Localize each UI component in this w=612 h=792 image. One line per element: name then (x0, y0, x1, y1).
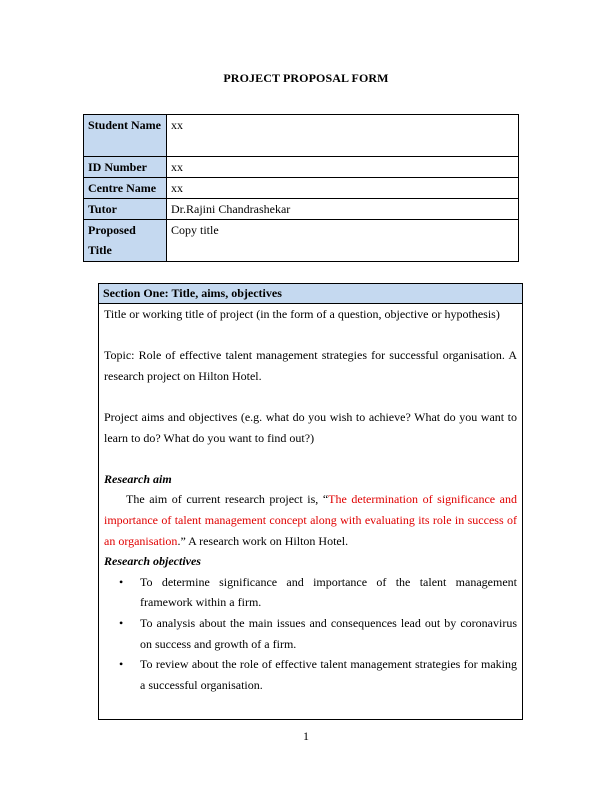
student-name-label: Student Name (84, 115, 167, 157)
aim-highlight: The determination of significance and importance of talent management concept along with evaluating its role in success of an organisation (104, 492, 517, 548)
proposed-title-value: Copy title (167, 220, 519, 262)
section-heading: Section One: Title, aims, objectives (99, 284, 522, 304)
proposed-title-label: Proposed Title (84, 220, 167, 262)
page-title: PROJECT PROPOSAL FORM (223, 71, 389, 85)
bullet-icon: • (119, 615, 124, 630)
bullet-icon: • (119, 574, 124, 589)
table-row (84, 199, 519, 220)
aim-intro: The aim of current research project is, “ (126, 492, 329, 507)
aims-prompt: Project aims and objectives (e.g. what do you wish to achieve? What do you want to learn to do? What do you want to find out?) (104, 409, 517, 445)
objective-text: To analysis about the main issues and consequences lead out by coronavirus on success and growth of a firm. (140, 615, 517, 651)
list-item (104, 654, 517, 695)
objective-text: To determine significance and importance of the talent management framework within a firm. (140, 574, 517, 610)
list-item (104, 613, 517, 654)
centre-name-value: xx (167, 178, 519, 199)
student-info-table (83, 114, 519, 262)
table-row (84, 115, 519, 157)
centre-name-label: Centre Name (84, 178, 167, 199)
aim-outro: .” A research work on Hilton Hotel. (177, 533, 349, 548)
table-row (84, 178, 519, 199)
id-number-label: ID Number (84, 157, 167, 178)
id-number-value: xx (167, 157, 519, 178)
research-objectives-heading: Research objectives (104, 554, 201, 569)
objectives-list (104, 572, 517, 696)
table-row (84, 220, 519, 262)
topic-text: Topic: Role of effective talent management strategies for successful organisation. A research project on Hilton Hotel. (104, 348, 517, 383)
table-row (84, 157, 519, 178)
student-name-value: xx (167, 115, 519, 157)
section-body (99, 304, 522, 695)
section-one-box (98, 283, 523, 720)
tutor-value: Dr.Rajini Chandrashekar (167, 199, 519, 220)
bullet-icon: • (119, 657, 124, 672)
working-title-prompt: Title or working title of project (in the form of a question, objective or hypothesis) (104, 307, 500, 321)
tutor-label: Tutor (84, 199, 167, 220)
research-aim-paragraph (104, 489, 517, 551)
list-item (104, 572, 517, 613)
page-number: 1 (303, 729, 309, 743)
objective-text: To review about the role of effective talent management strategies for making a successful organisation. (140, 657, 517, 692)
research-aim-heading: Research aim (104, 471, 172, 486)
